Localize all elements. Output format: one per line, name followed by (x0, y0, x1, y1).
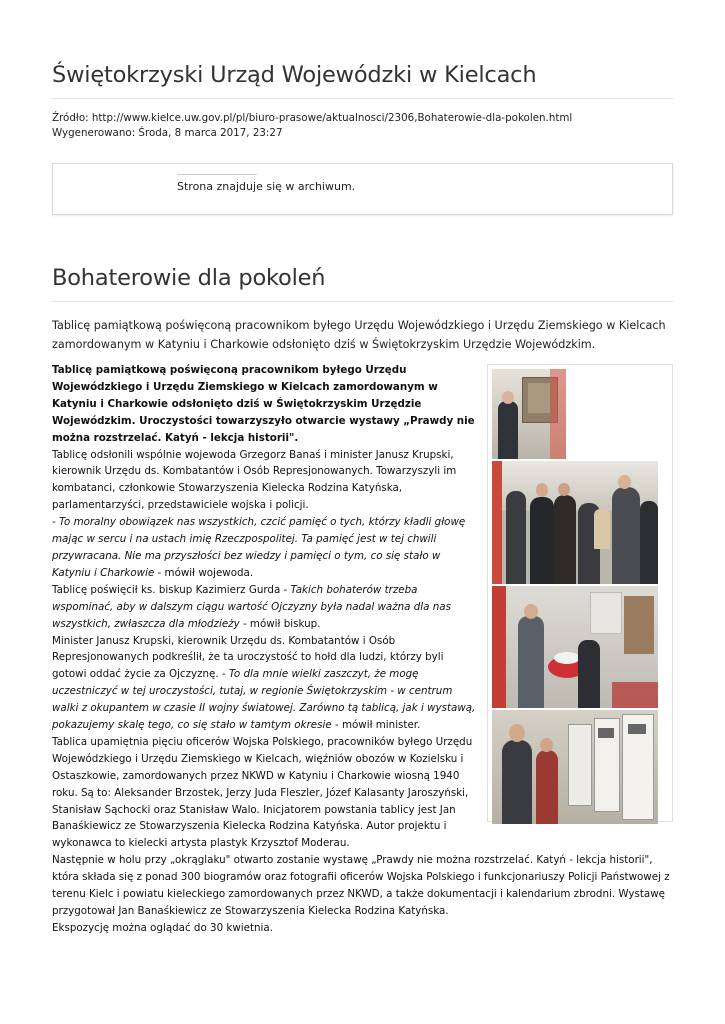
paragraph: Tablicę odsłonili wspólnie wojewoda Grzegorz Banaś i minister Janusz Krupski, kierownik Urzędu ds. Kombatantów i Osób Represjonowanych. Towarzyszyli im kombatanci, członkowie Stowarzyszenia Kielecka Rodzina Katyńska, parlamentarzyści, przedstawiciele wojska i policji. (52, 448, 457, 512)
paragraph: Następnie w holu przy „okrąglaku" otwarto zostanie wystawę „Prawdy nie można rozstrzelać. Katyń - lekcja historii", która składa się z ponad 300 biogramów oraz fotografii oficerów Wojska Polskiego i funkcjonariuszy Policji Państwowej z terenu Kielc i powiatu kieleckiego zamordowanych przez NKWD, a także dokumentacji i kalendarium zbrodni. Wystawę przygotował Jan Banaśkiewicz ze Stowarzyszenia Kielecka Rodzina Katyńska. (52, 854, 670, 917)
quote: - To moralny obowiązek nas wszystkich, czcić pamięć o tych, którzy kładli głowę mając w sercu i na ustach imię Rzeczpospolitej. Ta pamięć jest w tej chwili przywracana. Nie ma przyszłości bez wiedzy i pamięci o tym, co się stało w Katyniu i Charkowie (52, 516, 466, 579)
divider (52, 98, 673, 99)
photo-plaque-unveiling[interactable] (492, 369, 566, 459)
generated-date: Wygenerowano: Środa, 8 marca 2017, 23:27 (52, 127, 283, 139)
source-url[interactable]: Źródło: http://www.kielce.uw.gov.pl/pl/biuro-prasowe/aktualnosci/2306,Bohaterowie-dla-pokolen.html (52, 112, 573, 124)
site-title: Świętokrzyski Urząd Wojewódzki w Kielcach (52, 62, 537, 88)
source-meta (52, 111, 673, 141)
photo-laying-flowers[interactable] (492, 586, 658, 708)
photo-gallery (487, 364, 673, 822)
article-intro: Tablicę pamiątkową poświęconą pracownikom byłego Urzędu Wojewódzkiego i Urzędu Ziemskiego w Kielcach zamordowanym w Katyniu i Charkowie odsłonięto dziś w Świętokrzyskim Urzędzie Wojewódzkim. Uroczystości towarzyszyło otwarcie wystawy „Prawdy nie można rozstrzelać. Katyń - lekcja historii". (52, 364, 475, 444)
paragraph-text: - mówił biskup. (239, 617, 321, 630)
paragraph-text: Minister Janusz Krupski, kierownik Urzędu ds. Kombatantów i Osób Represjonowanych podkreślił, że ta uroczystość to hołd dla ludzi, którzy byli gotowi oddać życie za Ojczyznę. (52, 634, 444, 681)
photo-exhibition[interactable] (492, 710, 658, 824)
photo-ceremony-crowd[interactable] (492, 461, 658, 584)
quote: Takich bohaterów trzeba wspominać, aby w dalszym ciągu wartość Ojczyzny była nadal ważna dla nas wszystkich, zwłaszcza dla młodzieży (52, 583, 451, 630)
archive-notice-box (52, 163, 673, 215)
paragraph: Ekspozycję można oglądać do 30 kwietnia. (52, 921, 274, 934)
paragraph-text: Tablicę poświęcił ks. biskup Kazimierz Gurda - (52, 583, 291, 596)
paragraph-text: - mówił minister. (331, 719, 421, 732)
archive-notice: Strona znajduje się w archiwum. (177, 180, 356, 193)
paragraph: Tablica upamiętnia pięciu oficerów Wojska Polskiego, pracowników byłego Urzędu Wojewódzkiego i Urzędu Ziemskiego w Kielcach, więźniów obozów w Kozielsku i Ostaszkowie, zamordowanych przez NKWD w Katyniu i Charkowie wiosną 1940 roku. Są to: Aleksander Brzostek, Jerzy Juda Fleszler, Józef Kalasanty Jaroszyński, Stanisław Sąchocki oraz Stanisław Walo. Inicjatorem powstania tablicy jest Jan Banaśkiewicz ze Stowarzyszenia Kielecka Rodzina Katyńska. Autor projektu i wykonawca to kielecki artysta plastyk Krzysztof Moderau. (52, 735, 473, 850)
paragraph-text: - mówił wojewoda. (154, 566, 254, 579)
quote: - To dla mnie wielki zaszczyt, że mogę uczestniczyć w tej uroczystości, tutaj, w regionie Świętokrzyskim - w centrum walki z okupantem w czasie II wojny światowej. Zarówno tą tablicą, jak i wystawą, pokazujemy skalę tego, co się stało w tamtym okresie (52, 668, 476, 732)
divider (177, 174, 257, 175)
article-title: Bohaterowie dla pokoleń (52, 265, 326, 291)
divider (52, 301, 673, 302)
article-lead: Tablicę pamiątkową poświęconą pracownikom byłego Urzędu Wojewódzkiego i Urzędu Ziemskiego w Kielcach zamordowanym w Katyniu i Charkowie odsłonięto dziś w Świętokrzyskim Urzędzie Wojewódzkim. (52, 319, 666, 351)
article-body (52, 362, 673, 937)
